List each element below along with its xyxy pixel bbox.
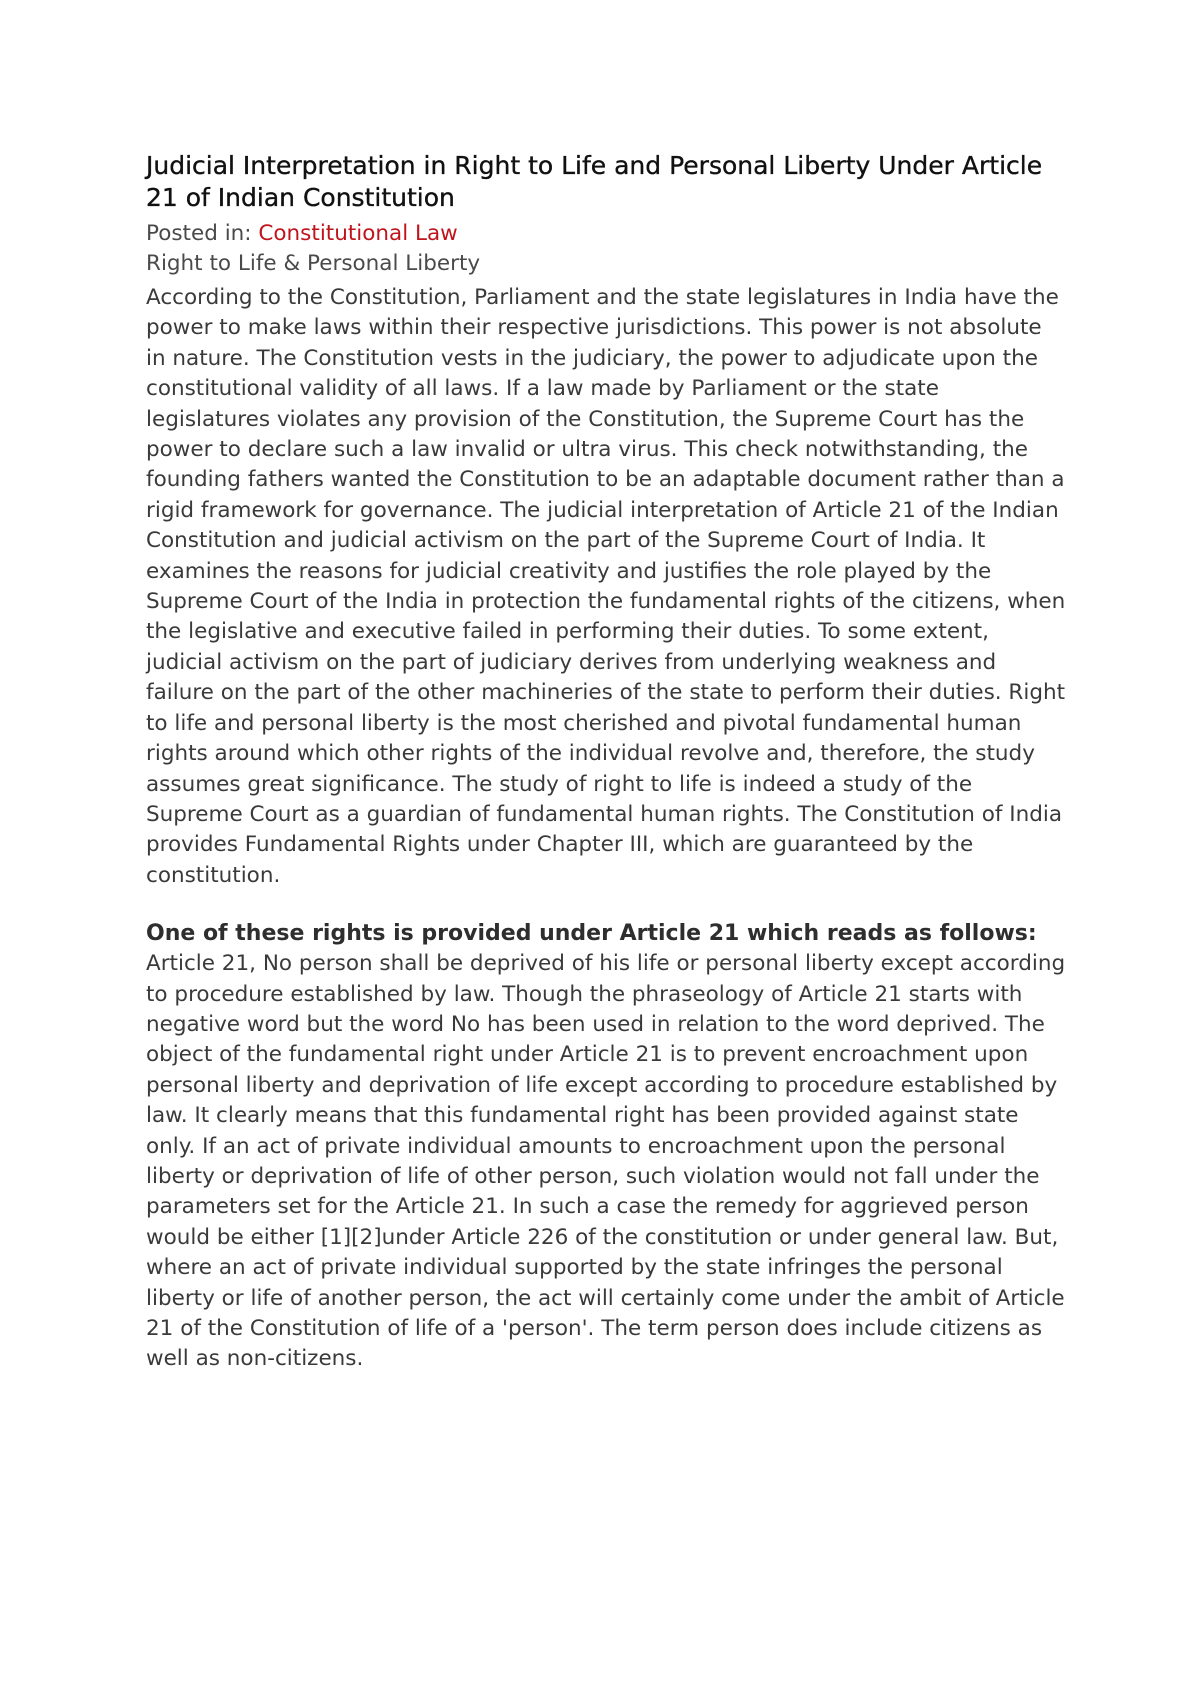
article-subtitle: Right to Life & Personal Liberty — [146, 251, 481, 276]
section-heading: One of these rights is provided under Article 21 which reads as follows: — [146, 921, 1037, 947]
document-page — [146, 150, 1066, 1375]
intro-paragraph: According to the Constitution, Parliament and the state legislatures in India have the power to make laws within their respective jurisdictions. This power is not absolute in nature. The Constitution vests in the judiciary, the power to adjudicate upon the constitutional validity of all laws. If a law made by Parliament or the state legislatures violates any provision of the Constitution, the Supreme Court has the power to declare such a law invalid or ultra virus. This check notwithstanding, the founding fathers wanted the Constitution to be an adaptable document rather than a rigid framework for governance. The judicial interpretation of Article 21 of the Indian Constitution and judicial activism on the part of the Supreme Court of India. It examines the reasons for judicial creativity and justifies the role played by the Supreme Court of the India in protection the fundamental rights of the citizens, when the legislative and executive failed in performing their duties. To some extent, judicial activism on the part of judiciary derives from underlying weakness and failure on the part of the other machineries of the state to perform their duties. Right to life and personal liberty is the most cherished and pivotal fundamental human rights around which other rights of the individual revolve and, therefore, the study assumes great significance. The study of right to life is indeed a study of the Supreme Court as a guardian of fundamental human rights. The Constitution of India provides Fundamental Rights under Chapter III, which are guaranteed by the constitution. — [146, 285, 1066, 888]
posted-in-line — [146, 219, 1066, 249]
posted-in-label: Posted in: — [146, 221, 252, 246]
section-paragraph: Article 21, No person shall be deprived of his life or personal liberty except according to procedure established by law. Though the phraseology of Article 21 starts with negative word but the word No has been used in relation to the word deprived. The object of the fundamental right under Article 21 is to prevent encroachment upon personal liberty and deprivation of life except according to procedure established by law. It clearly means that this fundamental right has been provided against state only. If an act of private individual amounts to encroachment upon the personal liberty or deprivation of life of other person, such violation would not fall under the parameters set for the Article 21. In such a case the remedy for aggrieved person would be either [1][2]under Article 226 of the constitution or under general law. But, where an act of private individual supported by the state infringes the personal liberty or life of another person, the act will certainly come under the ambit of Article 21 of the Constitution of life of a 'person'. The term person does include citizens as well as non-citizens. — [146, 951, 1066, 1372]
article-title: Judicial Interpretation in Right to Life and Personal Liberty Under Article 21 of Indian Constitution — [146, 151, 1043, 212]
category-link[interactable]: Constitutional Law — [258, 221, 458, 246]
